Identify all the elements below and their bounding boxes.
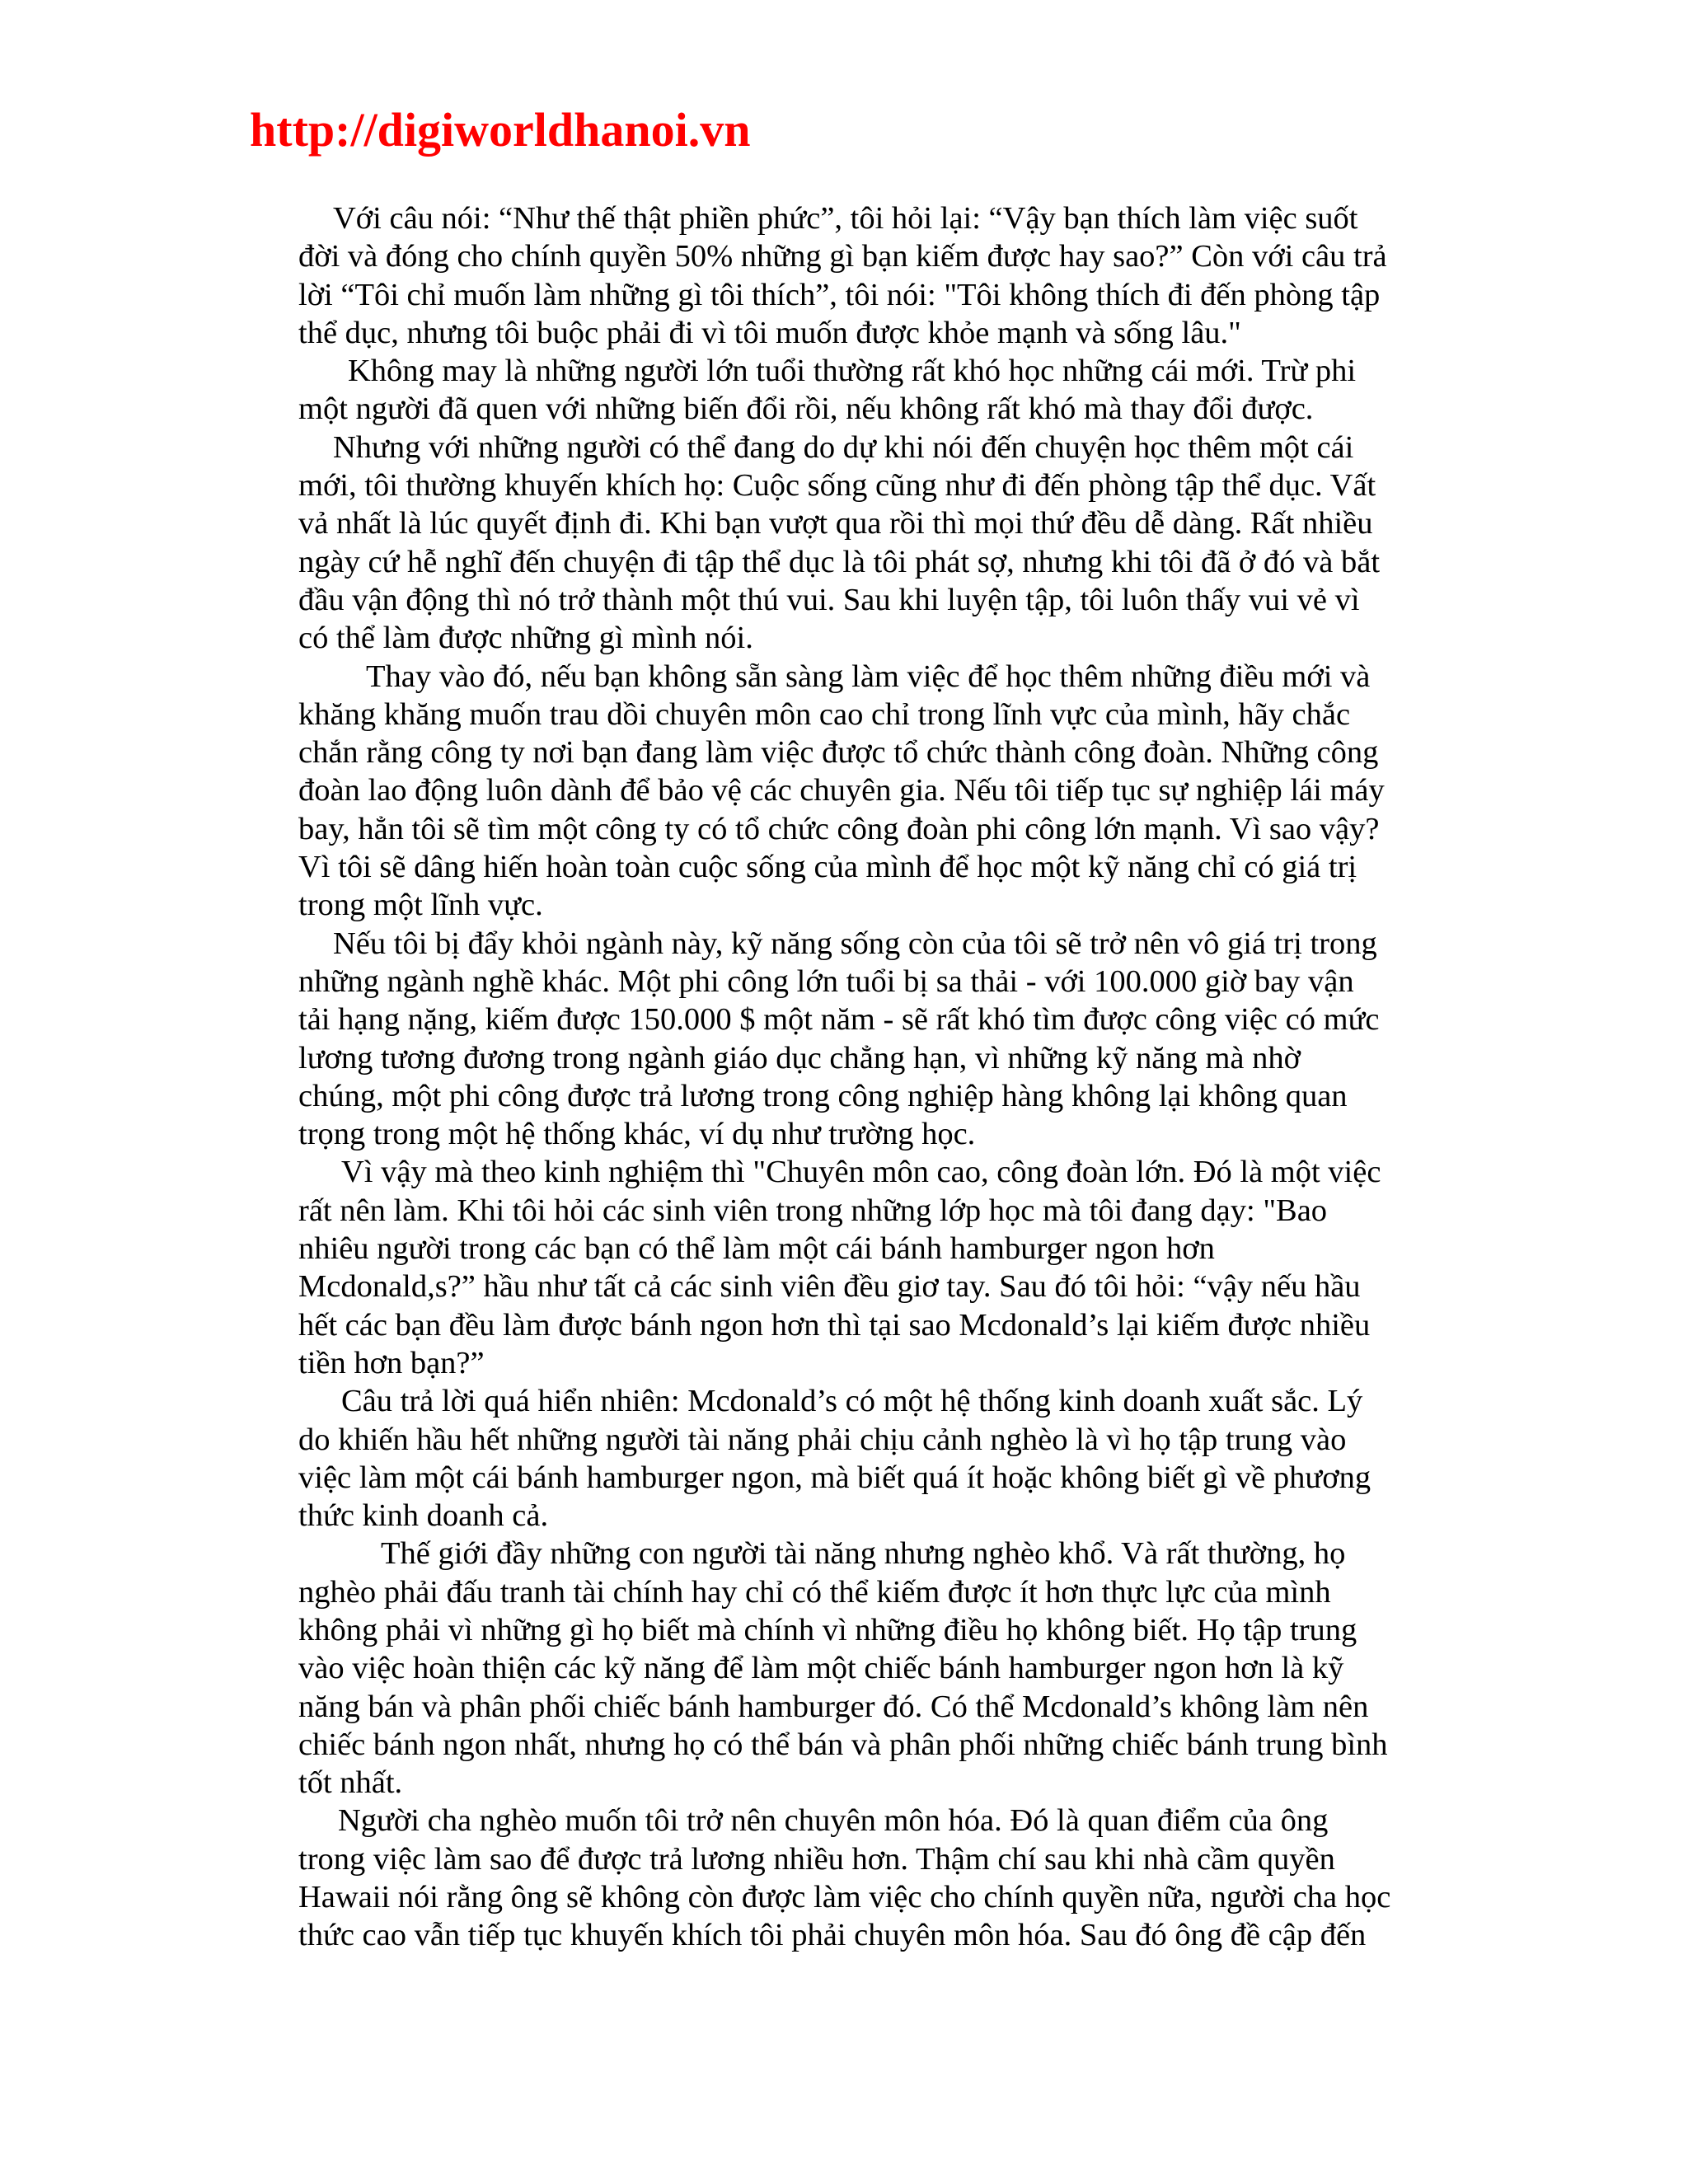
text-line: tốt nhất. [298,1765,403,1801]
text-line: Câu trả lời quá hiển nhiên: Mcdonald’s có một hệ thống kinh doanh xuất sắc. Lý [341,1384,1363,1419]
text-line: có thể làm được những gì mình nói. [298,621,753,656]
text-line: năng bán và phân phối chiếc bánh hamburger đó. Có thể Mcdonald’s không làm nên [298,1689,1369,1724]
text-line: khăng khăng muốn trau dồi chuyên môn cao chỉ trong lĩnh vực của mình, hãy chắc [298,696,1351,732]
text-line: trong việc làm sao để được trả lương nhiều hơn. Thậm chí sau khi nhà cầm quyền [298,1841,1335,1877]
text-line: chúng, một phi công được trả lương trong công nghiệp hàng không lại không quan [298,1078,1348,1113]
text-line: không phải vì những gì họ biết mà chính vì những điều họ không biết. Họ tập trung [298,1612,1357,1647]
text-line: chắn rằng công ty nơi bạn đang làm việc được tổ chức thành công đoàn. Những công [298,735,1379,771]
text-line: vào việc hoàn thiện các kỹ năng để làm một chiếc bánh hamburger ngon hơn là kỹ [298,1651,1344,1686]
text-line: thức kinh doanh cả. [298,1498,549,1534]
text-line: nghèo phải đấu tranh tài chính hay chỉ có thể kiếm được ít hơn thực lực của mình [298,1574,1331,1610]
text-line: đoàn lao động luôn dành để bảo vệ các chuyên gia. Nếu tôi tiếp tục sự nghiệp lái máy [298,773,1385,808]
text-line: mới, tôi thường khuyến khích họ: Cuộc sống cũng như đi đến phòng tập thể dục. Vất [298,468,1376,504]
text-line: rất nên làm. Khi tôi hỏi các sinh viên trong những lớp học mà tôi đang dạy: "Bao [298,1193,1328,1228]
text-line: Thay vào đó, nếu bạn không sẵn sàng làm việc để học thêm những điều mới và [366,658,1371,694]
text-line: tiền hơn bạn?” [298,1345,485,1380]
text-line: Hawaii nói rằng ông sẽ không còn được làm việc cho chính quyền nữa, người cha học [298,1880,1391,1915]
text-line: Với câu nói: “Như thế thật phiền phức”, tôi hỏi lại: “Vậy bạn thích làm việc suốt [333,201,1358,236]
text-line: Nhưng với những người có thể đang do dự khi nói đến chuyện học thêm một cái [333,429,1354,465]
text-line: thức cao vẫn tiếp tục khuyến khích tôi phải chuyên môn hóa. Sau đó ông đề cập đến [298,1918,1367,1953]
text-line: chiếc bánh ngon nhất, nhưng họ có thể bán và phân phối những chiếc bánh trung bình [298,1727,1388,1762]
text-line: Người cha nghèo muốn tôi trở nên chuyên môn hóa. Đó là quan điểm của ông [338,1803,1329,1839]
text-line: đầu vận động thì nó trở thành một thú vui. Sau khi luyện tập, tôi luôn thấy vui vẻ vì [298,582,1360,617]
text-line: những ngành nghề khác. Một phi công lớn tuổi bị sa thải - với 100.000 giờ bay vận [298,963,1354,999]
text-line: trọng trong một hệ thống khác, ví dụ như trường học. [298,1117,976,1152]
text-line: Vì vậy mà theo kinh nghiệm thì "Chuyên môn cao, công đoàn lớn. Đó là một việc [341,1155,1381,1190]
text-line: việc làm một cái bánh hamburger ngon, mà biết quá ít hoặc không biết gì về phương [298,1460,1372,1495]
site-url-header: http://digiworldhanoi.vn [250,103,751,157]
text-line: Thế giới đầy những con người tài năng nhưng nghèo khổ. Và rất thường, họ [381,1536,1346,1572]
text-line: thể dục, nhưng tôi buộc phải đi vì tôi muốn được khỏe mạnh và sống lâu." [298,315,1241,350]
text-line: một người đã quen với những biến đổi rồi, nếu không rất khó mà thay đổi được. [298,391,1314,427]
text-line: Nếu tôi bị đẩy khỏi ngành này, kỹ năng sống còn của tôi sẽ trở nên vô giá trị trong [333,926,1377,961]
text-line: Mcdonald,s?” hầu như tất cả các sinh viên đều giơ tay. Sau đó tôi hỏi: “vậy nếu hầu [298,1269,1361,1305]
text-line: lời “Tôi chỉ muốn làm những gì tôi thích”, tôi nói: "Tôi không thích đi đến phòng tập [298,277,1381,312]
text-line: Vì tôi sẽ dâng hiến hoàn toàn cuộc sống của mình để học một kỹ năng chỉ có giá trị [298,850,1357,885]
text-line: bay, hẳn tôi sẽ tìm một công ty có tổ chức công đoàn phi công lớn mạnh. Vì sao vậy? [298,811,1380,846]
text-line: Không may là những người lớn tuổi thường rất khó học những cái mới. Trừ phi [348,354,1357,389]
text-line: tải hạng nặng, kiếm được 150.000 $ một năm - sẽ rất khó tìm được công việc có mức [298,1002,1380,1038]
text-line: trong một lĩnh vực. [298,888,543,923]
body-text [298,199,1444,1955]
text-line: hết các bạn đều làm được bánh ngon hơn thì tại sao Mcdonald’s lại kiếm được nhiều [298,1307,1371,1343]
text-line: ngày cứ hễ nghĩ đến chuyện đi tập thể dục là tôi phát sợ, nhưng khi tôi đã ở đó và bắt [298,544,1381,579]
text-line: do khiến hầu hết những người tài năng phải chịu cảnh nghèo là vì họ tập trung vào [298,1422,1347,1457]
text-line: đời và đóng cho chính quyền 50% những gì bạn kiếm được hay sao?” Còn với câu trả [298,239,1387,274]
text-line: lương tương đương trong ngành giáo dục chẳng hạn, vì những kỹ năng mà nhờ [298,1040,1301,1076]
text-line: nhiêu người trong các bạn có thể làm một cái bánh hamburger ngon hơn [298,1231,1215,1267]
text-line: vả nhất là lúc quyết định đi. Khi bạn vượt qua rồi thì mọi thứ đều dễ dàng. Rất nhiều [298,506,1373,541]
